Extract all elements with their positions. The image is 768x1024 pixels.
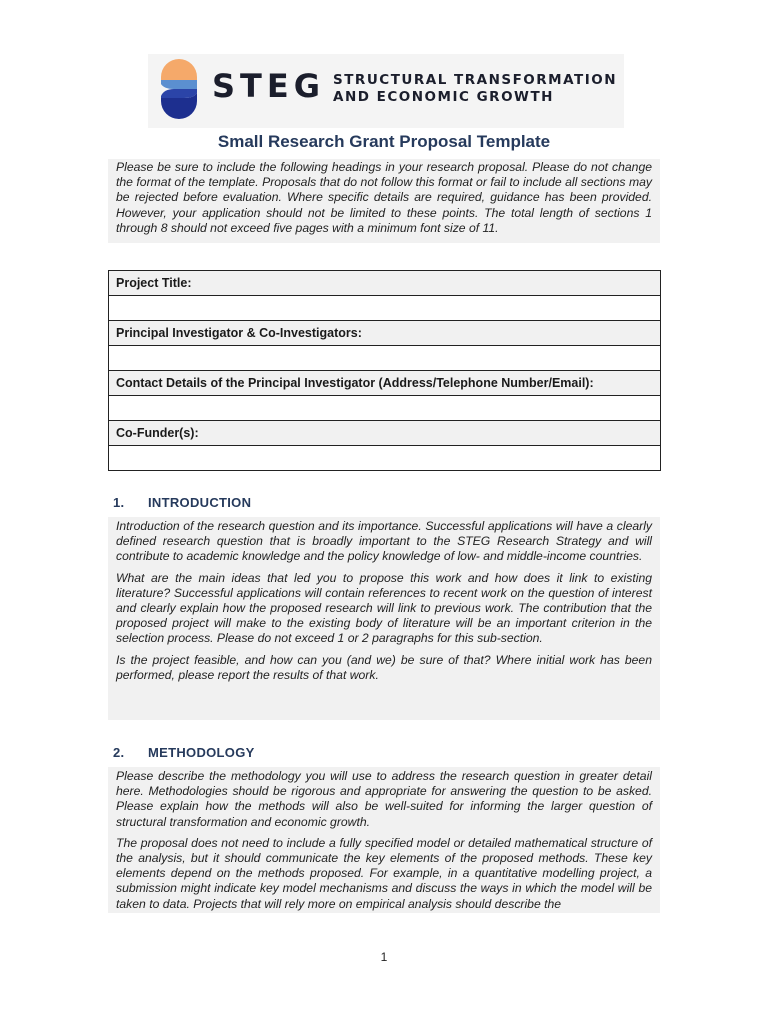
table-row [109, 296, 661, 321]
table-row [109, 371, 661, 396]
table-row [109, 446, 661, 471]
contact-details-field[interactable] [109, 396, 661, 421]
table-row [109, 421, 661, 446]
logo-tagline [333, 72, 617, 106]
steg-logo-icon [160, 58, 198, 120]
section-number: 1. [113, 495, 125, 510]
paragraph: Is the project feasible, and how can you (and we) be sure of that? Where initial work has been performed, please report the results of that work. [116, 652, 652, 682]
logo-tagline-line1: STRUCTURAL TRANSFORMATION [333, 72, 618, 88]
logo-wordmark: STEG [212, 67, 325, 105]
logo-navy-segment-upper [161, 89, 197, 98]
table-row [109, 396, 661, 421]
co-funders-label: Co-Funder(s): [109, 421, 661, 446]
logo-tagline-line2: AND ECONOMIC GROWTH [333, 89, 554, 105]
paragraph: The proposal does not need to include a fully specified model or detailed mathematical structure of the analysis, but it should communicate the key elements of the proposed methods. These key elements depend on the methods proposed. For example, in a quantitative modelling project, a submission might indicate key model mechanisms and discuss the ways in which the model will be taken to data. Projects that will rely more on empirical analysis should describe the [116, 835, 652, 911]
methodology-guidance-box [108, 767, 660, 913]
table-row [109, 346, 661, 371]
project-info-table [108, 270, 661, 471]
document-title: Small Research Grant Proposal Template [217, 132, 551, 151]
contact-details-label: Contact Details of the Principal Investigator (Address/Telephone Number/Email): [109, 371, 661, 396]
instructions-text: Please be sure to include the following headings in your research proposal. Please do not change the format of the template. Proposals that do not follow this format or fail to include all sections may be rejected before evaluation. Where specific details are required, guidance has been provided. However, your application should not be limited to these points. The total length of sections 1 through 8 should not exceed five pages with a minimum font size of 11. [116, 160, 652, 235]
paragraph: What are the main ideas that led you to propose this work and how does it link to existing literature? Successful applications will contain references to recent work on the question of interest and clearly explain how the proposed research will link to previous work. The contribution that the proposed project will make to the existing body of literature will be an important criterion in the selection process. Please do not exceed 1 or 2 paragraphs for this sub-section. [116, 570, 652, 646]
section-heading-methodology [113, 745, 255, 760]
project-title-label: Project Title: [109, 271, 661, 296]
section-title: METHODOLOGY [148, 745, 255, 760]
project-title-field[interactable] [109, 296, 661, 321]
page-number: 1 [380, 950, 388, 964]
logo-lightblue-segment [161, 80, 197, 89]
introduction-guidance-box [108, 517, 660, 720]
co-funders-field[interactable] [109, 446, 661, 471]
section-heading-introduction [113, 495, 251, 510]
logo-orange-segment [161, 59, 197, 80]
instructions-box [108, 159, 660, 243]
section-title: INTRODUCTION [148, 495, 252, 510]
table-row [109, 321, 661, 346]
investigators-field[interactable] [109, 346, 661, 371]
section-number: 2. [113, 745, 125, 760]
investigators-label: Principal Investigator & Co-Investigators: [109, 321, 661, 346]
paragraph: Please describe the methodology you will use to address the research question in greater detail here. Methodologies should be rigorous and appropriate for answering the question to be asked. Please explain how the methods will also be well-suited for informing the larger question of structural transformation and economic growth. [116, 769, 652, 829]
table-row [109, 271, 661, 296]
paragraph: Introduction of the research question and its importance. Successful applications will have a clearly defined research question that is broadly important to the STEG Research Strategy and will contribute to academic knowledge and the policy knowledge of low- and middle-income countries. [116, 519, 652, 564]
